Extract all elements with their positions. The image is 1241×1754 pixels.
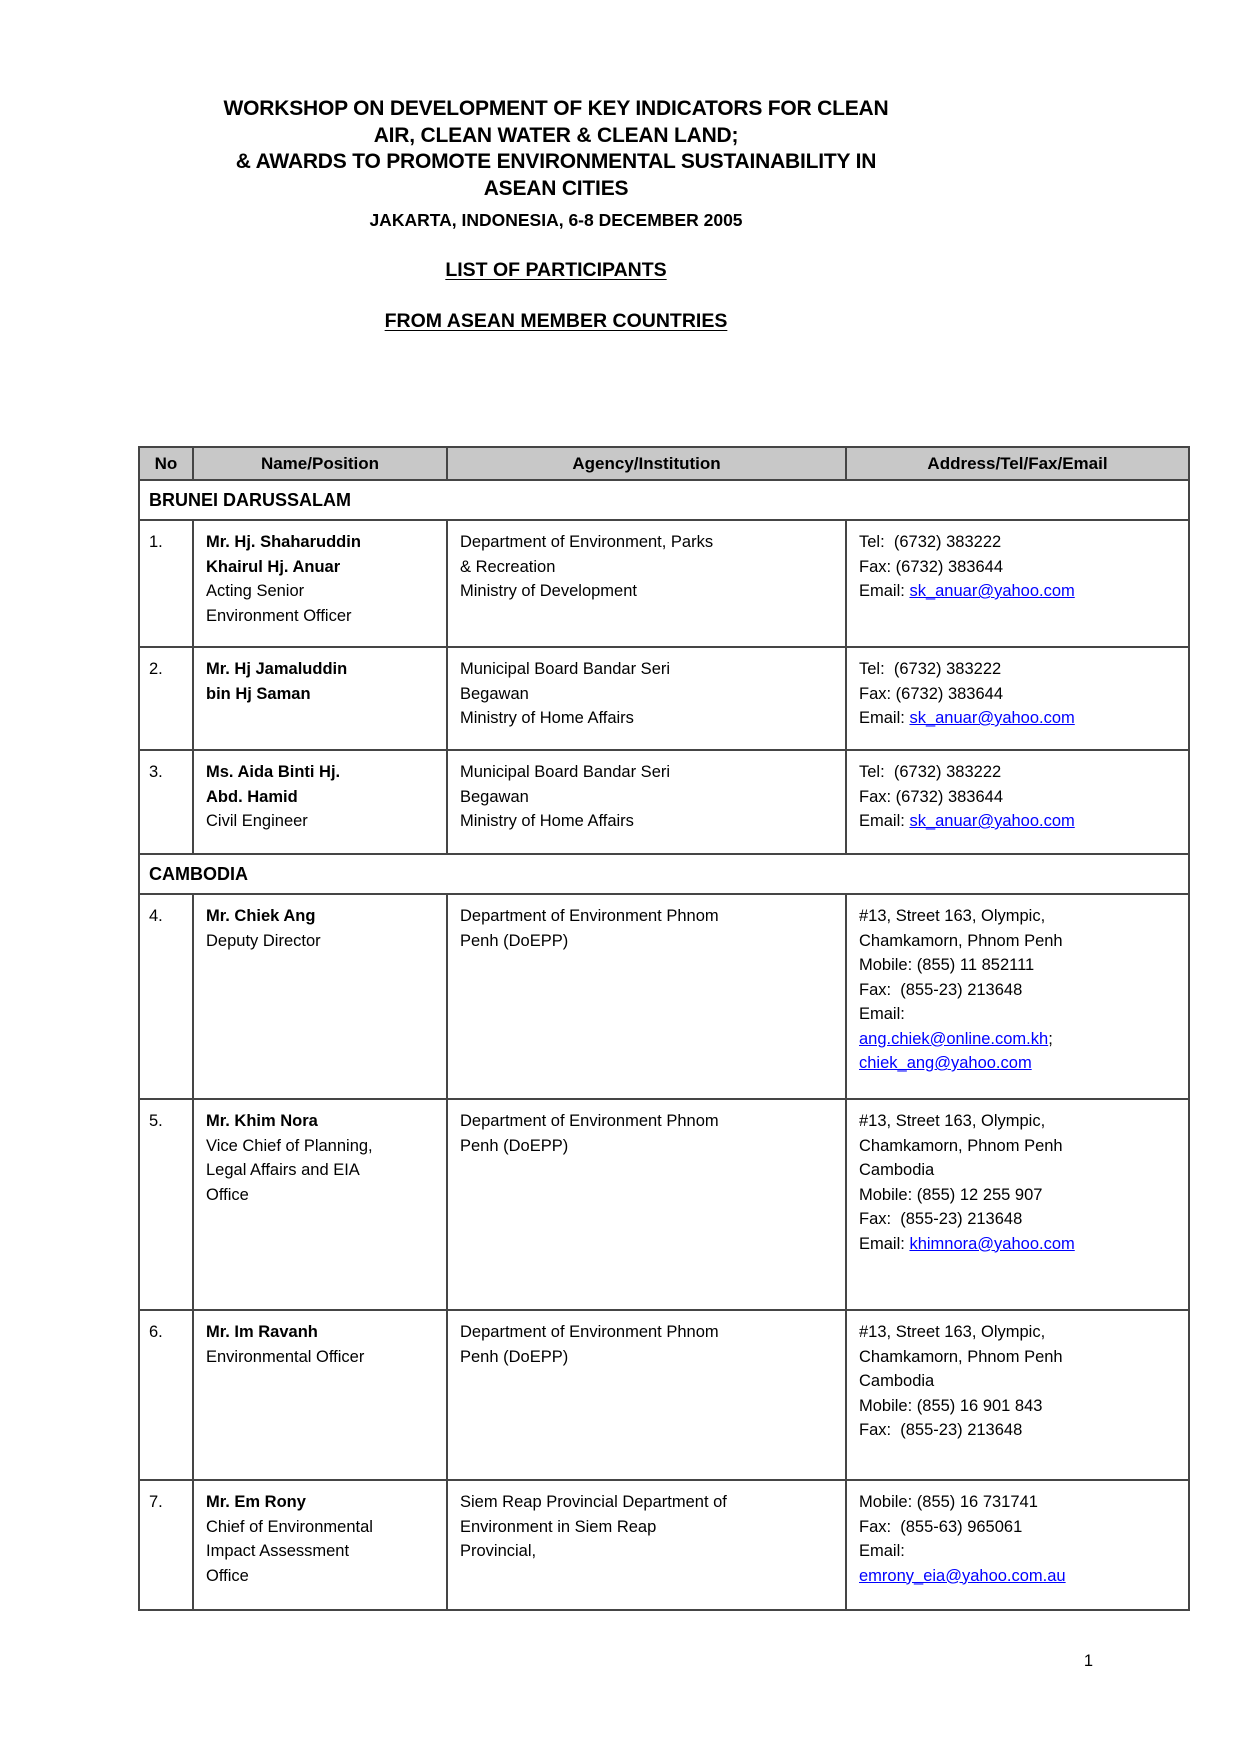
contact-text: Fax: (6732) 383644 <box>859 684 1004 703</box>
contact-text: Email: <box>859 1234 910 1253</box>
participant-number: 2. <box>139 647 193 750</box>
contact-text: Fax: (6732) 383644 <box>859 787 1004 806</box>
country-section-row <box>139 854 1189 894</box>
participant-position-line: Vice Chief of Planning, <box>206 1136 373 1155</box>
participant-name-line: Mr. Em Rony <box>206 1493 306 1511</box>
contact-text: Cambodia <box>859 1161 935 1179</box>
participant-position-line: Office <box>206 1185 249 1204</box>
participant-agency <box>447 750 846 854</box>
contact-line <box>859 1158 1180 1183</box>
agency-line: Department of Environment Phnom <box>460 1323 719 1341</box>
participant-position-line: Chief of Environmental <box>206 1517 373 1536</box>
contact-text: Fax: (855-23) 213648 <box>859 1421 1023 1439</box>
country-section-row <box>139 480 1189 520</box>
country-section-label: BRUNEI DARUSSALAM <box>139 480 1189 520</box>
column-header-name-position: Name/Position <box>193 447 447 480</box>
contact-line <box>859 1134 1180 1159</box>
contact-line <box>859 1394 1180 1419</box>
participant-name-line: Mr. Hj Jamaluddin <box>206 660 348 678</box>
contact-text: #13, Street 163, Olympic, <box>859 1323 1046 1341</box>
participant-position-line: Impact Assessment <box>206 1542 350 1560</box>
participant-row <box>139 1099 1189 1310</box>
participant-position-line: Environment Officer <box>206 606 352 625</box>
list-of-participants-heading: LIST OF PARTICIPANTS <box>445 259 667 281</box>
agency-line: Siem Reap Provincial Department of <box>460 1493 727 1511</box>
participant-row <box>139 647 1189 750</box>
participant-agency <box>447 647 846 750</box>
participant-contact <box>846 1480 1189 1610</box>
agency-line: Ministry of Home Affairs <box>460 709 634 727</box>
column-header-address-tel-fax-email: Address/Tel/Fax/Email <box>846 447 1189 480</box>
participant-name-line: Mr. Im Ravanh <box>206 1323 318 1341</box>
contact-line <box>859 555 1180 580</box>
contact-line <box>859 1109 1180 1134</box>
participant-agency <box>447 520 846 647</box>
participant-name-line: bin Hj Saman <box>206 684 311 703</box>
participant-agency <box>447 1480 846 1610</box>
participant-name-line: Ms. Aida Binti Hj. <box>206 763 341 781</box>
participant-row <box>139 894 1189 1099</box>
contact-line <box>859 904 1180 929</box>
participant-name-line: Abd. Hamid <box>206 787 298 806</box>
contact-line <box>859 929 1180 954</box>
agency-line: Municipal Board Bandar Seri <box>460 763 671 781</box>
contact-text: Cambodia <box>859 1372 935 1390</box>
contact-line <box>859 1515 1180 1540</box>
contact-line <box>859 1369 1180 1394</box>
from-asean-heading: FROM ASEAN MEMBER COUNTRIES <box>384 310 728 332</box>
contact-line <box>859 1320 1180 1345</box>
agency-line: Penh (DoEPP) <box>460 931 569 950</box>
participant-name-line: Khairul Hj. Anuar <box>206 557 341 576</box>
participant-name-line: Mr. Chiek Ang <box>206 907 316 925</box>
page-number: 1 <box>1083 1652 1093 1670</box>
agency-line: & Recreation <box>460 557 556 576</box>
participant-name-line: Mr. Khim Nora <box>206 1112 318 1130</box>
participant-name-position <box>193 894 447 1099</box>
contact-text: Fax: (855-23) 213648 <box>859 1210 1023 1228</box>
participant-agency <box>447 1310 846 1480</box>
contact-text: Mobile: (855) 16 901 843 <box>859 1396 1043 1415</box>
email-link[interactable]: ang.chiek@online.com.kh <box>859 1029 1049 1048</box>
participant-number: 7. <box>139 1480 193 1610</box>
participant-contact <box>846 1310 1189 1480</box>
contact-line <box>859 760 1180 785</box>
table-header-row <box>139 447 1189 480</box>
participant-name-position <box>193 1310 447 1480</box>
participant-contact <box>846 520 1189 647</box>
contact-line <box>859 579 1180 604</box>
email-link[interactable]: khimnora@yahoo.com <box>909 1234 1075 1253</box>
contact-text: Fax: (855-63) 965061 <box>859 1517 1023 1536</box>
contact-text: Tel: (6732) 383222 <box>859 763 1002 781</box>
contact-line <box>859 978 1180 1003</box>
contact-text: Email: <box>859 1542 905 1560</box>
agency-line: Provincial, <box>460 1542 537 1560</box>
contact-text: Email: <box>859 709 910 727</box>
agency-line: Municipal Board Bandar Seri <box>460 660 671 678</box>
agency-line: Department of Environment Phnom <box>460 907 719 925</box>
contact-line <box>859 657 1180 682</box>
contact-line <box>859 706 1180 731</box>
participant-name-position <box>193 520 447 647</box>
participant-number: 3. <box>139 750 193 854</box>
participant-agency <box>447 894 846 1099</box>
contact-text: ; <box>1048 1029 1053 1048</box>
participant-row <box>139 750 1189 854</box>
participant-name-position <box>193 1480 447 1610</box>
email-link[interactable]: sk_anuar@yahoo.com <box>909 812 1075 830</box>
agency-line: Ministry of Development <box>460 582 637 600</box>
participant-contact <box>846 1099 1189 1310</box>
participant-name-position <box>193 647 447 750</box>
contact-line <box>859 785 1180 810</box>
contact-text: Tel: (6732) 383222 <box>859 533 1002 551</box>
participant-position-line: Deputy Director <box>206 931 321 950</box>
participant-contact <box>846 894 1189 1099</box>
agency-line: Department of Environment, Parks <box>460 533 714 551</box>
contact-text: Tel: (6732) 383222 <box>859 660 1002 678</box>
contact-line <box>859 809 1180 834</box>
event-location-date: JAKARTA, INDONESIA, 6-8 DECEMBER 2005 <box>369 210 743 230</box>
contact-line <box>859 953 1180 978</box>
participant-position-line: Acting Senior <box>206 582 305 600</box>
contact-line <box>859 1002 1180 1027</box>
email-link[interactable]: chiek_ang@yahoo.com <box>859 1054 1032 1072</box>
contact-line <box>859 1027 1180 1052</box>
agency-line: Begawan <box>460 684 529 703</box>
email-link[interactable]: sk_anuar@yahoo.com <box>909 582 1075 600</box>
contact-text: Mobile: (855) 12 255 907 <box>859 1185 1043 1204</box>
column-header-agency-institution: Agency/Institution <box>447 447 846 480</box>
participant-row <box>139 1480 1189 1610</box>
participants-table <box>138 446 1190 1611</box>
participant-position-line: Office <box>206 1566 249 1585</box>
participant-number: 1. <box>139 520 193 647</box>
agency-line: Ministry of Home Affairs <box>460 812 634 830</box>
document-header <box>140 96 972 333</box>
email-link[interactable]: sk_anuar@yahoo.com <box>909 709 1075 727</box>
participant-position-line: Environmental Officer <box>206 1347 365 1366</box>
participant-number: 6. <box>139 1310 193 1480</box>
agency-line: Penh (DoEPP) <box>460 1347 569 1366</box>
participant-position-line: Legal Affairs and EIA <box>206 1161 360 1179</box>
participant-name-position <box>193 750 447 854</box>
agency-line: Begawan <box>460 787 529 806</box>
participant-number: 4. <box>139 894 193 1099</box>
workshop-title-line-3: & AWARDS TO PROMOTE ENVIRONMENTAL SUSTAINABILITY IN <box>235 150 877 173</box>
workshop-title-line-1: WORKSHOP ON DEVELOPMENT OF KEY INDICATORS FOR CLEAN <box>223 97 889 120</box>
contact-text: Chamkamorn, Phnom Penh <box>859 1347 1063 1366</box>
contact-line <box>859 1051 1180 1076</box>
contact-line <box>859 1539 1180 1564</box>
participant-row <box>139 1310 1189 1480</box>
contact-text: Chamkamorn, Phnom Penh <box>859 931 1063 950</box>
participant-name-line: Mr. Hj. Shaharuddin <box>206 533 361 551</box>
contact-line <box>859 1564 1180 1589</box>
contact-line <box>859 1345 1180 1370</box>
email-link[interactable]: emrony_eia@yahoo.com.au <box>859 1566 1066 1585</box>
contact-line <box>859 1418 1180 1443</box>
workshop-title-line-4: ASEAN CITIES <box>483 176 629 200</box>
contact-text: #13, Street 163, Olympic, <box>859 907 1046 925</box>
participant-row <box>139 520 1189 647</box>
agency-line: Department of Environment Phnom <box>460 1112 719 1130</box>
agency-line: Environment in Siem Reap <box>460 1517 657 1536</box>
contact-text: Email: <box>859 582 910 600</box>
contact-text: #13, Street 163, Olympic, <box>859 1112 1046 1130</box>
column-header-no: No <box>139 447 193 480</box>
participant-contact <box>846 647 1189 750</box>
workshop-title-line-2: AIR, CLEAN WATER & CLEAN LAND; <box>373 123 739 147</box>
country-section-label: CAMBODIA <box>139 854 1189 894</box>
agency-line: Penh (DoEPP) <box>460 1136 569 1155</box>
participant-name-position <box>193 1099 447 1310</box>
contact-line <box>859 1232 1180 1257</box>
contact-line <box>859 1490 1180 1515</box>
contact-text: Chamkamorn, Phnom Penh <box>859 1136 1063 1155</box>
contact-text: Mobile: (855) 16 731741 <box>859 1493 1038 1511</box>
participant-position-line: Civil Engineer <box>206 812 308 830</box>
contact-text: Email: <box>859 812 910 830</box>
contact-line <box>859 530 1180 555</box>
contact-text: Fax: (6732) 383644 <box>859 557 1004 576</box>
contact-text: Fax: (855-23) 213648 <box>859 980 1023 999</box>
participant-contact <box>846 750 1189 854</box>
contact-line <box>859 1183 1180 1208</box>
contact-line <box>859 1207 1180 1232</box>
participant-number: 5. <box>139 1099 193 1310</box>
contact-text: Mobile: (855) 11 852111 <box>859 956 1035 974</box>
participant-agency <box>447 1099 846 1310</box>
contact-text: Email: <box>859 1005 905 1023</box>
contact-line <box>859 682 1180 707</box>
